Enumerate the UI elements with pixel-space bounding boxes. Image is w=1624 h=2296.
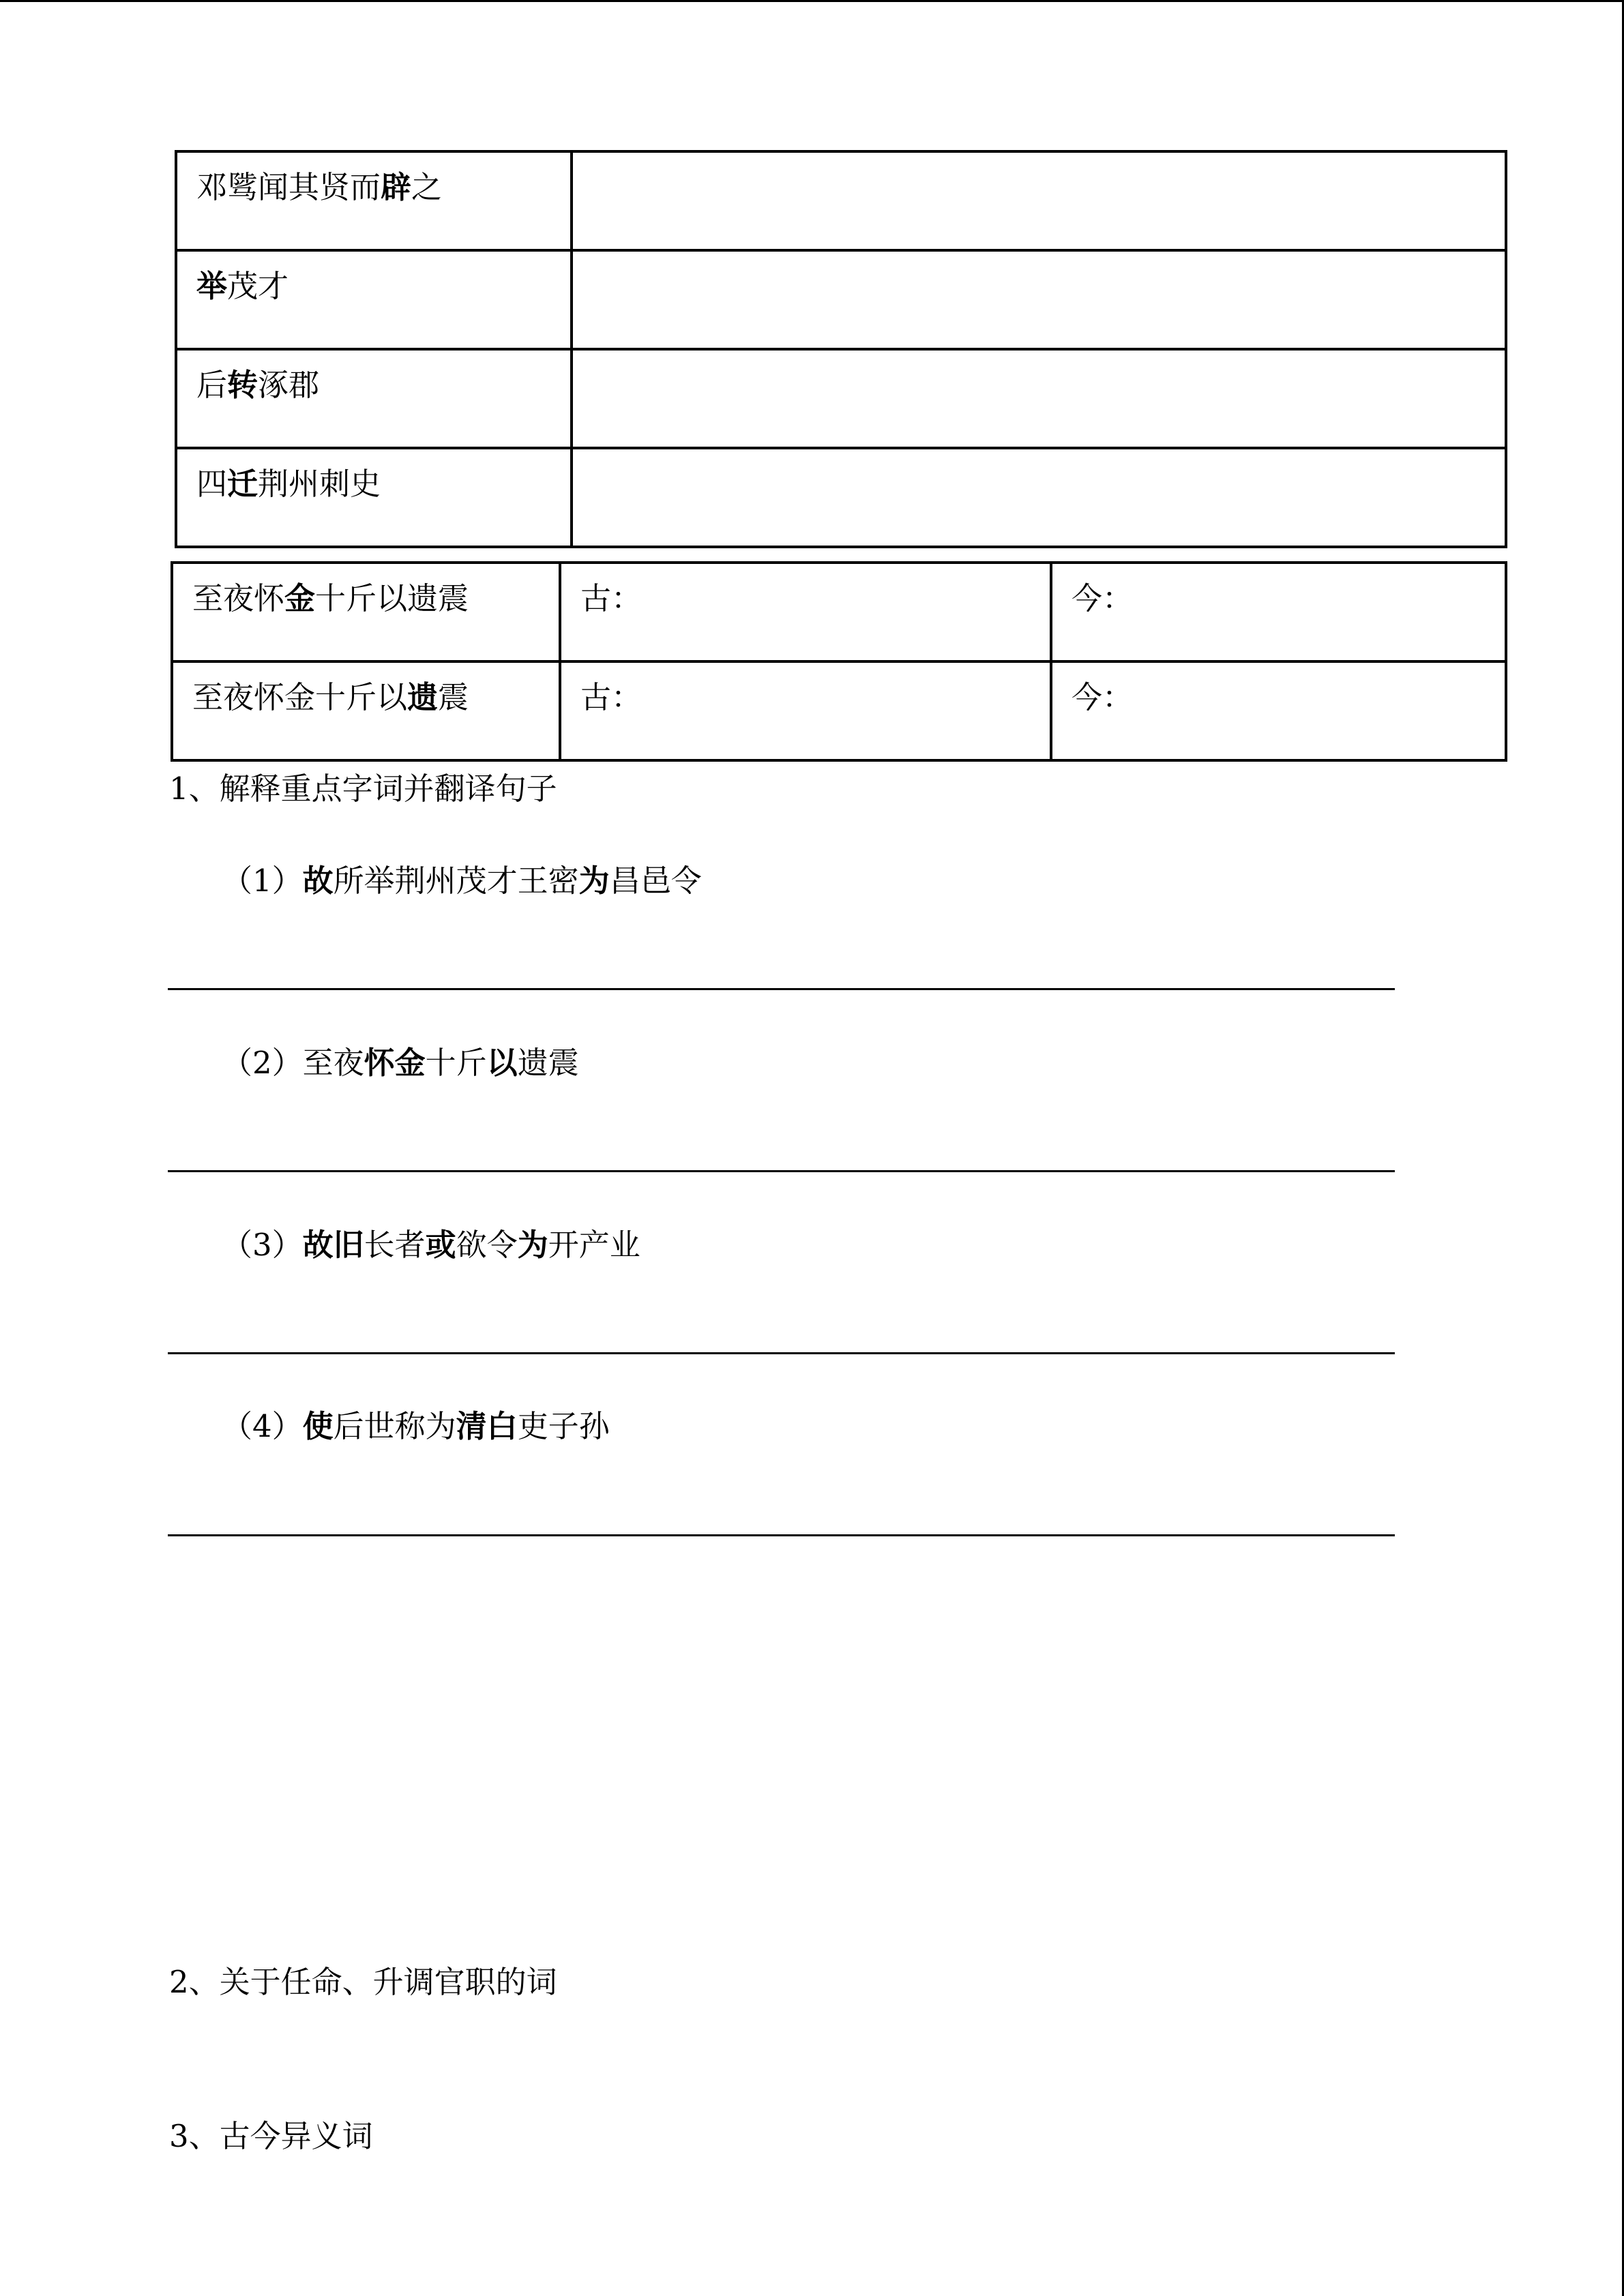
table-row: [172, 661, 1506, 760]
answer-line-4[interactable]: [168, 1534, 1395, 1536]
translation-item-4: [222, 1408, 610, 1445]
key-word: 遗: [407, 679, 439, 715]
ancient-meaning-cell[interactable]: [560, 661, 1051, 760]
phrase-text: 茂才: [227, 268, 289, 304]
item-number: （1）: [222, 863, 303, 899]
phrase-text: 至夜怀: [192, 580, 285, 616]
modern-label: 今：: [1072, 679, 1134, 715]
phrase-text: 邓骘闻其贤而: [196, 169, 381, 205]
modern-label: 今：: [1072, 580, 1134, 616]
key-word: 故旧: [302, 1227, 364, 1263]
item-text: （2）至夜: [222, 1045, 364, 1081]
answer-cell[interactable]: [572, 250, 1506, 349]
key-word: 金: [284, 580, 316, 616]
item-text: 所举荆州茂才王密: [333, 863, 579, 899]
section2-heading: 2、关于任命、升调官职的词: [169, 1964, 557, 2000]
item-text: 后世称为: [333, 1408, 456, 1444]
item-text: 遗震: [517, 1045, 579, 1081]
key-word: 怀金: [364, 1045, 426, 1081]
answer-cell[interactable]: [572, 151, 1506, 250]
key-word: 举: [196, 268, 228, 304]
phrase-cell: [172, 563, 560, 661]
item-text: 开产业: [548, 1227, 640, 1263]
phrase-text: 荆州刺史: [258, 466, 381, 502]
answer-line-1[interactable]: [168, 988, 1395, 990]
table-row: [176, 448, 1506, 547]
key-word: 使: [302, 1408, 334, 1444]
item-text: 昌邑令: [609, 863, 702, 899]
item-number: （4）: [222, 1408, 303, 1444]
ancient-label: 古：: [580, 679, 643, 715]
modern-meaning-cell[interactable]: [1051, 563, 1506, 661]
section3-heading: 3、古今异义词: [169, 2118, 373, 2154]
key-word: 或: [425, 1227, 456, 1263]
ancient-label: 古：: [580, 580, 643, 616]
phrase-text: 十斤以遗震: [315, 580, 469, 616]
answer-cell[interactable]: [572, 349, 1506, 448]
page-top-border: [0, 0, 1624, 2]
item-text: 长者: [364, 1227, 426, 1263]
phrase-text: 后: [196, 367, 228, 403]
phrase-cell: [176, 151, 572, 250]
phrase-text: 之: [411, 169, 443, 205]
key-word: 为: [578, 863, 610, 899]
phrase-cell: [176, 349, 572, 448]
key-word: 辟: [381, 169, 412, 205]
key-word: 转: [227, 367, 259, 403]
key-word: 为: [517, 1227, 548, 1263]
translation-item-2: [222, 1045, 579, 1082]
key-word: 迁: [227, 466, 259, 502]
answer-line-3[interactable]: [168, 1352, 1395, 1354]
vocab-table: [175, 150, 1507, 548]
answer-cell[interactable]: [572, 448, 1506, 547]
table-row: [176, 250, 1506, 349]
phrase-text: 至夜怀金十斤以: [192, 679, 408, 715]
key-word: 故: [302, 863, 334, 899]
table-row: [176, 151, 1506, 250]
table-row: [172, 563, 1506, 661]
phrase-cell: [176, 448, 572, 547]
ancient-meaning-cell[interactable]: [560, 563, 1051, 661]
gujin-table: [171, 561, 1507, 762]
translation-item-1: [222, 863, 702, 899]
modern-meaning-cell[interactable]: [1051, 661, 1506, 760]
phrase-cell: [172, 661, 560, 760]
phrase-cell: [176, 250, 572, 349]
phrase-text: 四: [196, 466, 228, 502]
translation-item-3: [222, 1227, 640, 1264]
item-text: 十斤: [425, 1045, 487, 1081]
key-word: 清白: [456, 1408, 518, 1444]
key-word: 以: [486, 1045, 518, 1081]
answer-line-2[interactable]: [168, 1170, 1395, 1172]
item-number: （3）: [222, 1227, 303, 1263]
phrase-text: 涿郡: [258, 367, 320, 403]
item-text: 吏子孙: [517, 1408, 610, 1444]
section1-heading: 1、解释重点字词并翻译句子: [169, 771, 557, 807]
table-row: [176, 349, 1506, 448]
item-text: 欲令: [456, 1227, 518, 1263]
phrase-text: 震: [438, 679, 469, 715]
